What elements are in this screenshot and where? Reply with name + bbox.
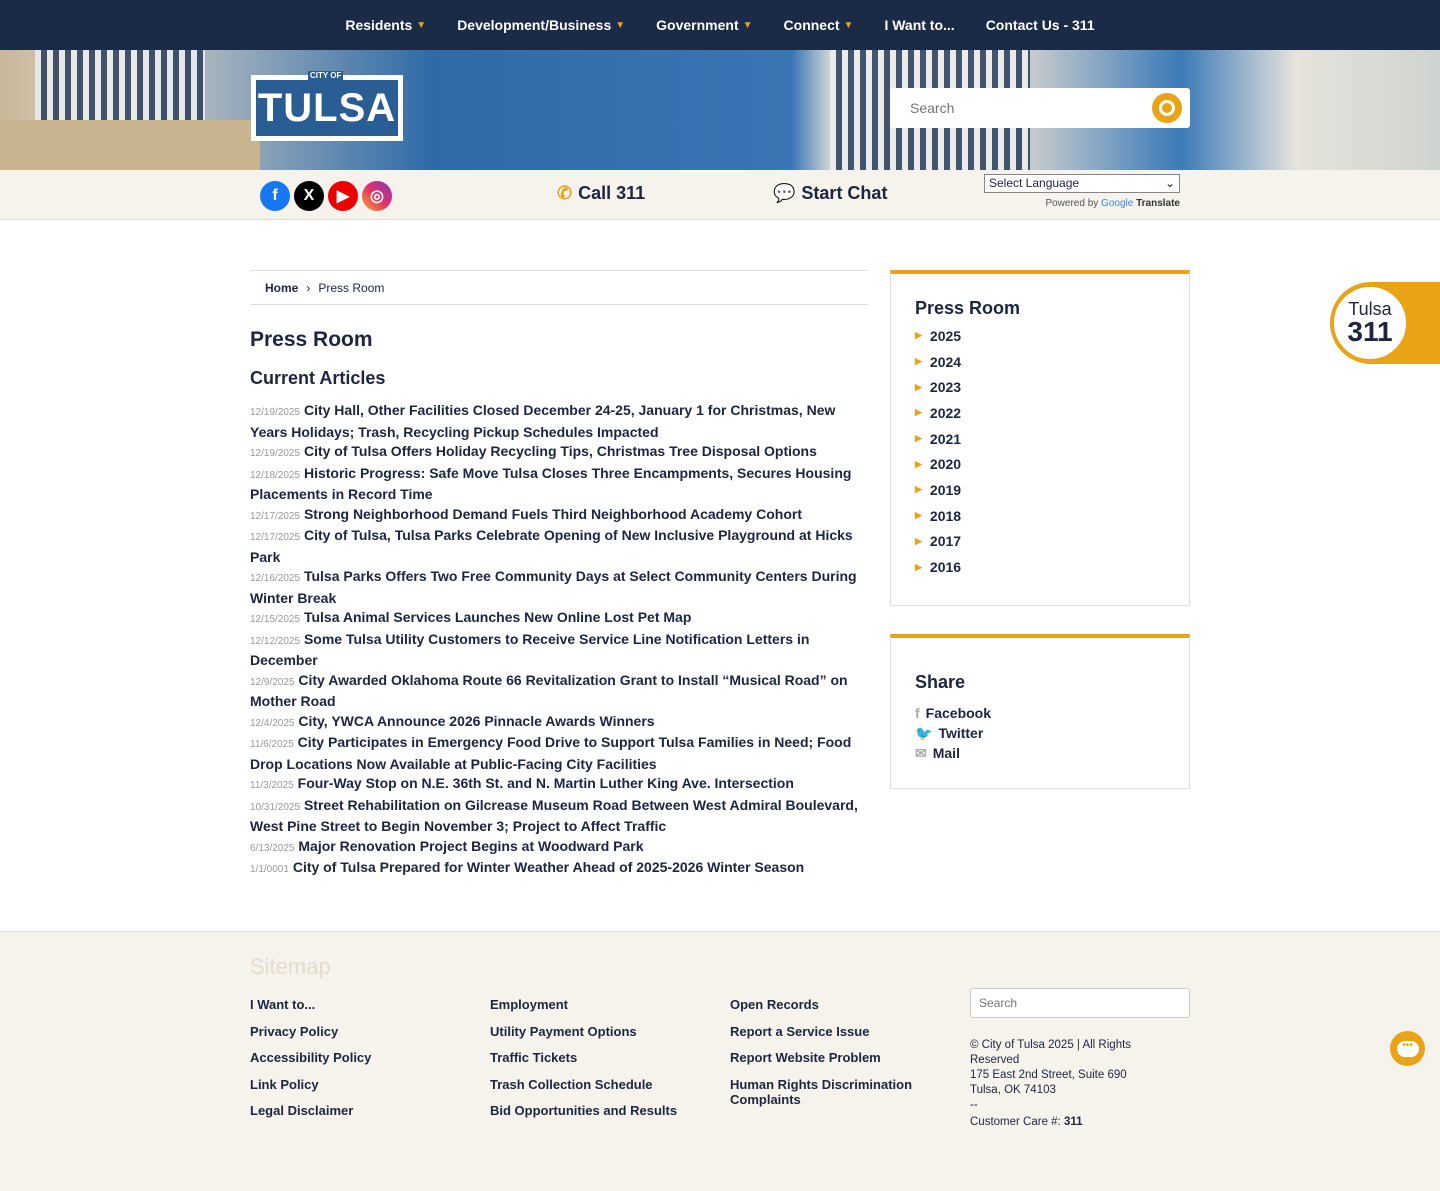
article-date: 12/15/2025 bbox=[250, 614, 301, 625]
translate-link[interactable]: Translate bbox=[1136, 198, 1180, 209]
share-title: Share bbox=[915, 672, 966, 692]
instagram-icon[interactable]: ◎ bbox=[362, 181, 392, 211]
article-item bbox=[250, 567, 868, 608]
year-label: 2023 bbox=[929, 379, 962, 396]
header-search bbox=[890, 88, 1190, 128]
year-link[interactable] bbox=[915, 477, 1165, 503]
article-link[interactable]: City Awarded Oklahoma Route 66 Revitalization Grant to Install “Musical Road” on Mother Road bbox=[250, 671, 848, 709]
year-label: 2022 bbox=[929, 404, 962, 421]
customer-care-number[interactable]: 311 bbox=[1063, 1116, 1083, 1128]
year-label: 2024 bbox=[929, 353, 962, 370]
footer-link[interactable]: Human Rights Discrimination Complaints bbox=[730, 1076, 913, 1107]
footer-link[interactable]: Employment bbox=[490, 997, 569, 1012]
chat-widget-button[interactable] bbox=[1390, 1031, 1425, 1066]
article-date: 12/19/2025 bbox=[250, 448, 301, 459]
nav-label: Connect bbox=[783, 17, 840, 33]
share-twitter[interactable] bbox=[915, 723, 1165, 743]
article-link[interactable]: City of Tulsa Offers Holiday Recycling Tips, Christmas Tree Disposal Options bbox=[303, 443, 817, 459]
article-date: 1/1/0001 bbox=[250, 864, 289, 875]
article-item bbox=[250, 796, 868, 837]
article-date: 12/16/2025 bbox=[250, 573, 301, 584]
footer-link[interactable]: I Want to... bbox=[250, 997, 316, 1012]
chat-label: Start Chat bbox=[801, 183, 888, 203]
main-content bbox=[250, 270, 868, 880]
footer-link[interactable]: Report Website Problem bbox=[730, 1050, 881, 1066]
article-item bbox=[250, 837, 868, 859]
article-link[interactable]: City, YWCA Announce 2026 Pinnacle Awards Winners bbox=[298, 712, 655, 729]
article-date: 11/6/2025 bbox=[250, 739, 294, 750]
article-item bbox=[250, 464, 868, 505]
article-link[interactable]: City Hall, Other Facilities Closed December 24-25, January 1 for Christmas, New Years Holidays; Trash, Recycling Pickup Schedules Impacted bbox=[250, 402, 836, 440]
sitemap-heading: Sitemap bbox=[250, 954, 331, 979]
google-translate-credit bbox=[1045, 198, 1180, 209]
triangle-right-icon: ▶ bbox=[915, 407, 922, 418]
chevron-right-icon: › bbox=[306, 280, 311, 295]
triangle-right-icon: ▶ bbox=[915, 561, 922, 572]
share-box bbox=[890, 634, 1190, 789]
badge-line2: 311 bbox=[1347, 316, 1393, 347]
year-link[interactable] bbox=[915, 451, 1165, 477]
utility-bar bbox=[0, 170, 1440, 220]
nav-item[interactable] bbox=[884, 17, 954, 33]
phone-icon: ✆ bbox=[557, 183, 573, 203]
article-link[interactable]: Some Tulsa Utility Customers to Receive Service Line Notification Letters in December bbox=[250, 630, 810, 668]
year-link[interactable] bbox=[915, 374, 1165, 400]
share-label: Mail bbox=[932, 745, 960, 761]
triangle-right-icon: ▶ bbox=[915, 510, 922, 521]
twitter-icon: 🐦 bbox=[915, 724, 933, 741]
article-item bbox=[250, 774, 868, 796]
article-item bbox=[250, 608, 868, 630]
footer-column bbox=[250, 997, 371, 1130]
facebook-icon: f bbox=[915, 705, 920, 721]
article-item bbox=[250, 526, 868, 567]
customer-care-label: Customer Care #: bbox=[970, 1116, 1061, 1128]
footer-search-input[interactable] bbox=[970, 988, 1190, 1018]
article-date: 11/3/2025 bbox=[250, 780, 294, 791]
call-label: Call 311 bbox=[578, 183, 646, 203]
facebook-icon[interactable]: f bbox=[260, 181, 290, 211]
triangle-right-icon: ▶ bbox=[915, 330, 922, 341]
copyright: © City of Tulsa 2025 | All Rights Reserved bbox=[970, 1039, 1132, 1066]
chevron-down-icon: ▼ bbox=[615, 19, 626, 31]
section-title: Current Articles bbox=[250, 368, 386, 388]
nav-item[interactable] bbox=[986, 17, 1095, 33]
logo-text: TULSA bbox=[257, 85, 397, 130]
footer-link[interactable]: Report a Service Issue bbox=[730, 1023, 870, 1039]
powered-by: Powered by bbox=[1045, 198, 1099, 209]
tulsa-311-logo bbox=[1332, 285, 1408, 361]
hero-banner bbox=[0, 50, 1440, 170]
nav-item[interactable] bbox=[345, 17, 426, 33]
building-image bbox=[0, 120, 260, 170]
press-room-sidebar bbox=[890, 270, 1190, 606]
search-icon[interactable] bbox=[1152, 93, 1182, 123]
article-date: 12/17/2025 bbox=[250, 510, 301, 522]
article-item bbox=[250, 442, 868, 464]
year-label: 2021 bbox=[929, 430, 962, 447]
nav-item[interactable] bbox=[457, 17, 625, 33]
city-logo[interactable] bbox=[251, 71, 403, 141]
footer-column bbox=[490, 997, 677, 1130]
logo-small-text: CITY OF bbox=[310, 71, 342, 80]
year-label: 2025 bbox=[929, 327, 962, 344]
article-item bbox=[250, 505, 868, 527]
social-links bbox=[260, 181, 392, 211]
article-date: 12/17/2025 bbox=[250, 532, 301, 543]
article-link[interactable]: City of Tulsa, Tulsa Parks Celebrate Opening of New Inclusive Playground at Hicks Park bbox=[250, 527, 853, 565]
footer-link[interactable]: Open Records bbox=[730, 997, 819, 1012]
year-link[interactable] bbox=[915, 503, 1165, 529]
year-link[interactable] bbox=[915, 323, 1165, 349]
sidebar-title: Press Room bbox=[915, 298, 1021, 318]
year-label: 2017 bbox=[929, 533, 962, 550]
language-label: Select Language bbox=[989, 176, 1080, 190]
nav-label: I Want to... bbox=[884, 17, 955, 33]
chevron-down-icon: ▼ bbox=[843, 19, 854, 31]
article-link[interactable]: Tulsa Parks Offers Two Free Community Days at Select Community Centers During Winter Break bbox=[250, 568, 857, 606]
year-link[interactable] bbox=[915, 349, 1165, 375]
nav-item[interactable] bbox=[656, 17, 752, 33]
nav-label: Government bbox=[656, 17, 739, 33]
search-input[interactable] bbox=[910, 100, 1130, 116]
year-link[interactable] bbox=[915, 554, 1165, 580]
article-date: 12/4/2025 bbox=[250, 717, 295, 729]
share-label: Twitter bbox=[938, 725, 984, 741]
year-link[interactable] bbox=[915, 529, 1165, 555]
year-list bbox=[915, 323, 1165, 580]
triangle-right-icon: ▶ bbox=[915, 535, 922, 546]
footer-link[interactable]: Privacy Policy bbox=[250, 1023, 339, 1039]
article-item bbox=[250, 630, 868, 671]
article-item bbox=[250, 401, 868, 442]
article-date: 12/19/2025 bbox=[250, 407, 301, 418]
start-chat-link[interactable] bbox=[773, 183, 887, 204]
article-item bbox=[250, 671, 868, 712]
footer-link[interactable]: Legal Disclaimer bbox=[250, 1103, 354, 1119]
breadcrumb-current: Press Room bbox=[318, 280, 385, 295]
year-label: 2020 bbox=[929, 456, 962, 473]
article-link[interactable]: Street Rehabilitation on Gilcrease Museum Road Between West Admiral Boulevard, West Pine Street to Begin November 3; Project to Affect Traffic bbox=[250, 796, 858, 834]
separator: -- bbox=[970, 1099, 978, 1111]
share-mail[interactable] bbox=[915, 743, 1165, 763]
article-link[interactable]: Major Renovation Project Begins at Woodward Park bbox=[298, 837, 644, 854]
article-date: 12/12/2025 bbox=[250, 635, 301, 647]
year-link[interactable] bbox=[915, 426, 1165, 452]
article-link[interactable]: Strong Neighborhood Demand Fuels Third Neighborhood Academy Cohort bbox=[303, 505, 802, 522]
chevron-down-icon: ▼ bbox=[742, 19, 753, 31]
chevron-down-icon: ⌄ bbox=[1164, 176, 1175, 190]
nav-label: Contact Us - 311 bbox=[985, 17, 1095, 33]
year-label: 2019 bbox=[929, 481, 962, 498]
share-facebook[interactable] bbox=[915, 703, 1165, 723]
address-line: Tulsa, OK 74103 bbox=[970, 1084, 1056, 1096]
chevron-down-icon: ▼ bbox=[416, 19, 427, 31]
nav-item[interactable] bbox=[784, 17, 854, 33]
year-label: 2016 bbox=[929, 559, 962, 576]
share-label: Facebook bbox=[925, 705, 992, 721]
footer-link[interactable]: Utility Payment Options bbox=[490, 1023, 637, 1039]
language-select[interactable] bbox=[984, 174, 1180, 193]
article-item bbox=[250, 712, 868, 734]
mail-icon: ✉ bbox=[915, 744, 927, 761]
article-date: 12/9/2025 bbox=[250, 676, 295, 688]
tulsa-311-badge[interactable] bbox=[1330, 282, 1440, 364]
breadcrumb bbox=[250, 270, 868, 305]
google-logo: Google bbox=[1101, 198, 1134, 209]
footer-link[interactable]: Accessibility Policy bbox=[250, 1050, 372, 1066]
article-link[interactable]: City of Tulsa Prepared for Winter Weather Ahead of 2025-2026 Winter Season bbox=[292, 859, 805, 875]
year-link[interactable] bbox=[915, 400, 1165, 426]
badge-line1: Tulsa bbox=[1348, 299, 1392, 319]
triangle-right-icon: ▶ bbox=[915, 433, 922, 444]
triangle-right-icon: ▶ bbox=[915, 458, 922, 469]
address-line: 175 East 2nd Street, Suite 690 bbox=[970, 1069, 1127, 1081]
call-311-link[interactable] bbox=[557, 183, 645, 204]
article-item bbox=[250, 733, 868, 774]
triangle-right-icon: ▶ bbox=[915, 381, 922, 392]
triangle-right-icon: ▶ bbox=[915, 356, 922, 367]
footer-link[interactable]: Trash Collection Schedule bbox=[490, 1076, 653, 1092]
x-twitter-icon[interactable]: X bbox=[294, 181, 324, 211]
article-date: 6/13/2025 bbox=[250, 842, 295, 854]
top-nav bbox=[0, 0, 1440, 50]
article-link[interactable]: City Participates in Emergency Food Drive to Support Tulsa Families in Need; Food Drop Locations Now Available at Public-Facing City Facilities bbox=[250, 734, 852, 772]
page-title: Press Room bbox=[250, 328, 373, 351]
article-list bbox=[250, 401, 868, 880]
triangle-right-icon: ▶ bbox=[915, 484, 922, 495]
youtube-icon[interactable]: ▶ bbox=[328, 181, 358, 211]
footer-address bbox=[970, 1038, 1170, 1130]
breadcrumb-home[interactable]: Home bbox=[265, 280, 299, 295]
footer bbox=[0, 931, 1440, 1191]
year-label: 2018 bbox=[929, 507, 962, 524]
article-link[interactable]: Historic Progress: Safe Move Tulsa Closes Three Encampments, Secures Housing Placements in Record Time bbox=[250, 464, 852, 502]
article-link[interactable]: Four-Way Stop on N.E. 36th St. and N. Martin Luther King Ave. Intersection bbox=[297, 775, 794, 791]
nav-label: Residents bbox=[345, 17, 413, 33]
article-item bbox=[250, 858, 868, 880]
footer-link[interactable]: Traffic Tickets bbox=[490, 1050, 578, 1066]
footer-column bbox=[730, 997, 945, 1107]
footer-link[interactable]: Link Policy bbox=[250, 1076, 319, 1092]
article-link[interactable]: Tulsa Animal Services Launches New Online Lost Pet Map bbox=[303, 609, 692, 625]
nav-label: Development/Business bbox=[457, 17, 612, 33]
article-date: 12/18/2025 bbox=[250, 469, 301, 481]
chat-icon: 💬 bbox=[773, 183, 796, 203]
article-date: 10/31/2025 bbox=[250, 801, 301, 813]
chat-bubble-icon: ••• bbox=[1397, 1041, 1419, 1057]
footer-link[interactable]: Bid Opportunities and Results bbox=[490, 1103, 678, 1119]
